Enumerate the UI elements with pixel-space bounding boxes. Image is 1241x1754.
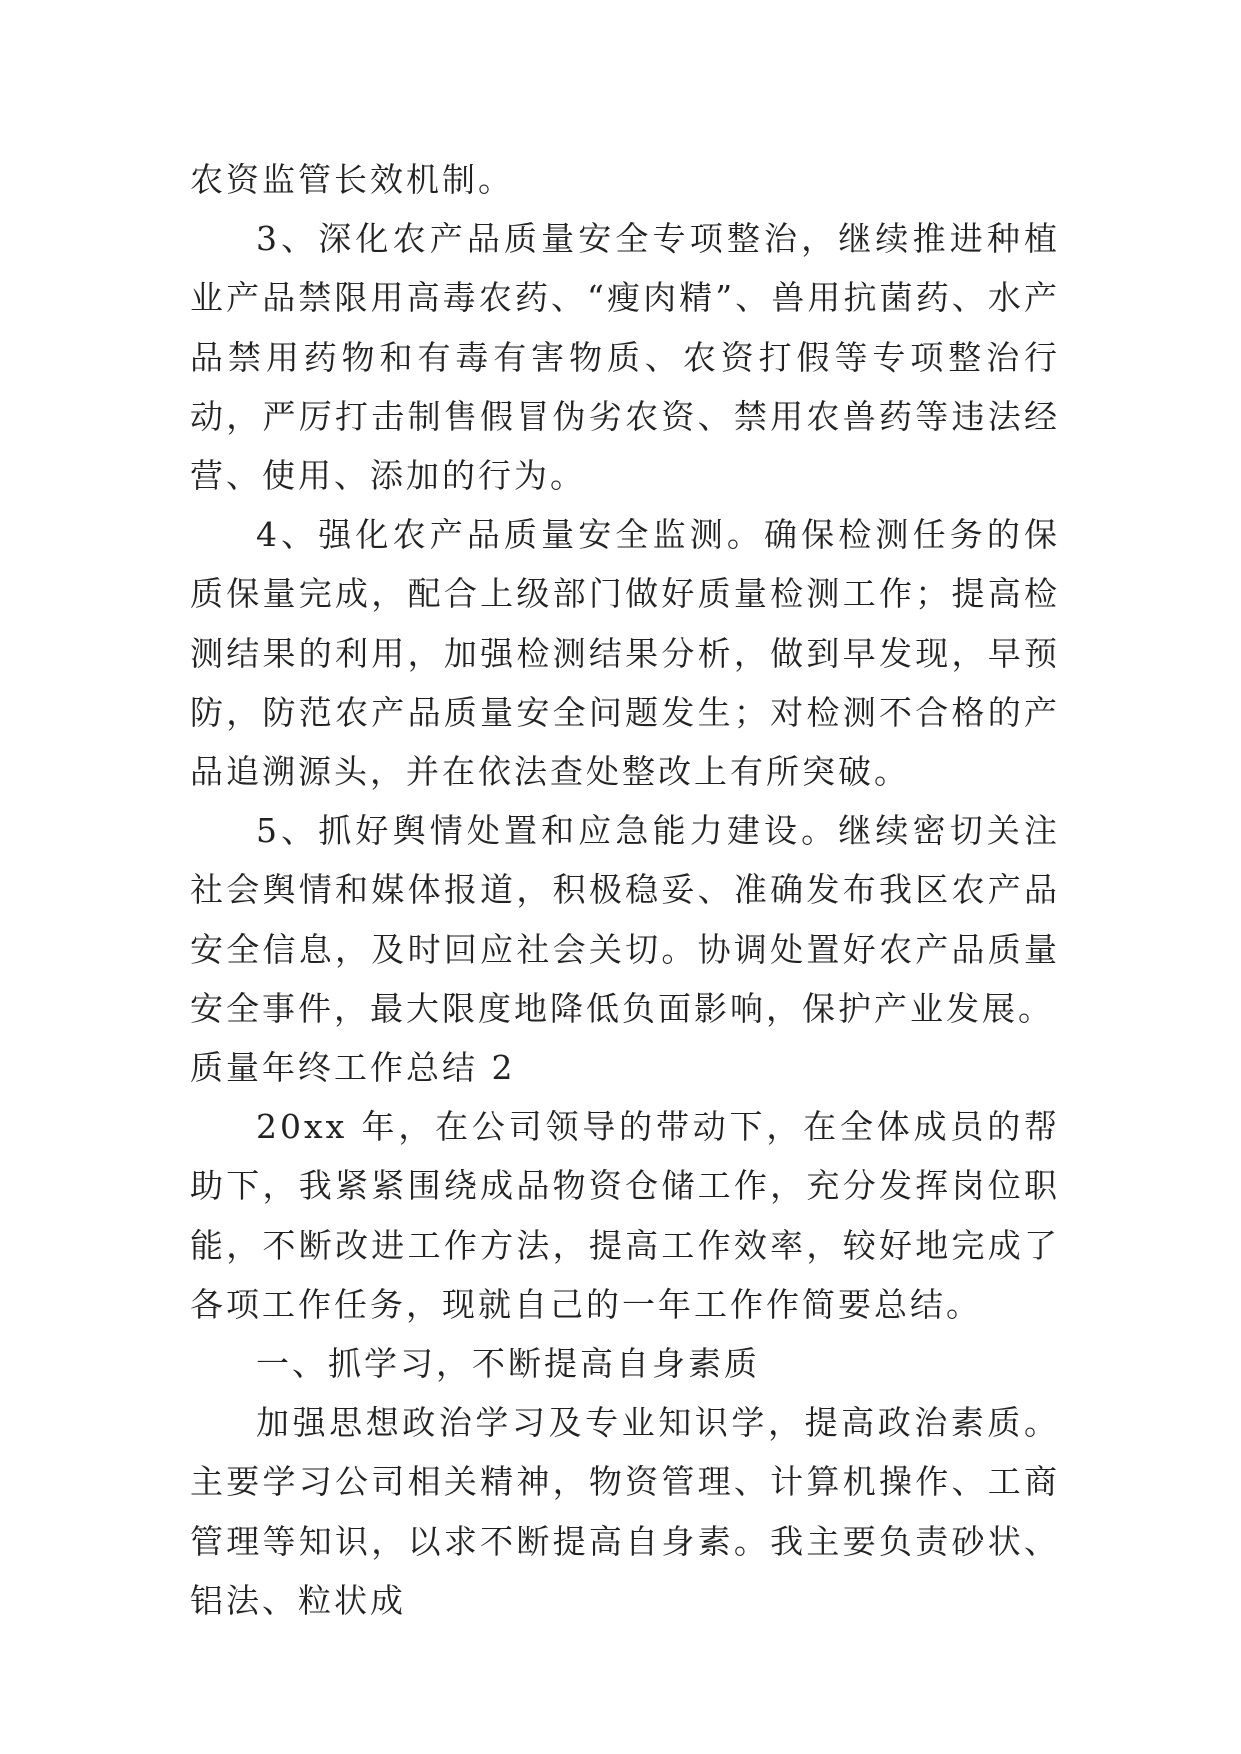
paragraph-study: 加强思想政治学习及专业知识学，提高政治素质。主要学习公司相关精神，物资管理、计算机操作、工商管理等知识，以求不断提高自身素。我主要负责砂状、铝法、粒状成 — [190, 1403, 1060, 1620]
paragraph-item-5: 5、抓好舆情处置和应急能力建设。继续密切关注社会舆情和媒体报道，积极稳妥、准确发布我区农产品安全信息，及时回应社会关切。协调处置好农产品质量安全事件，最大限度地降低负面影响，保护产业发展。 — [190, 811, 1060, 1028]
section-heading: 质量年终工作总结 2 — [190, 1048, 516, 1088]
paragraph-intro: 20xx 年，在公司领导的带动下，在全体成员的帮助下，我紧紧围绕成品物资仓储工作，充分发挥岗位职能，不断改进工作方法，提高工作效率，较好地完成了各项工作任务，现就自己的一年工作作简要总结。 — [190, 1107, 1060, 1324]
paragraph-item-3: 3、深化农产品质量安全专项整治，继续推进种植业产品禁限用高毒农药、“瘦肉精”、兽用抗菌药、水产品禁用药物和有毒有害物质、农资打假等专项整治行动，严厉打击制售假冒伪劣农资、禁用农兽药等违法经营、使用、添加的行为。 — [190, 219, 1060, 496]
subsection-heading: 一、抓学习，不断提高自身素质 — [256, 1344, 760, 1384]
document-body — [190, 150, 1060, 1630]
paragraph-item-4: 4、强化农产品质量安全监测。确保检测任务的保质保量完成，配合上级部门做好质量检测工作；提高检测结果的利用，加强检测结果分析，做到早发现，早预防，防范农产品质量安全问题发生；对检测不合格的产品追溯源头，并在依法查处整改上有所突破。 — [190, 515, 1060, 792]
paragraph-continuation: 农资监管长效机制。 — [190, 160, 514, 199]
